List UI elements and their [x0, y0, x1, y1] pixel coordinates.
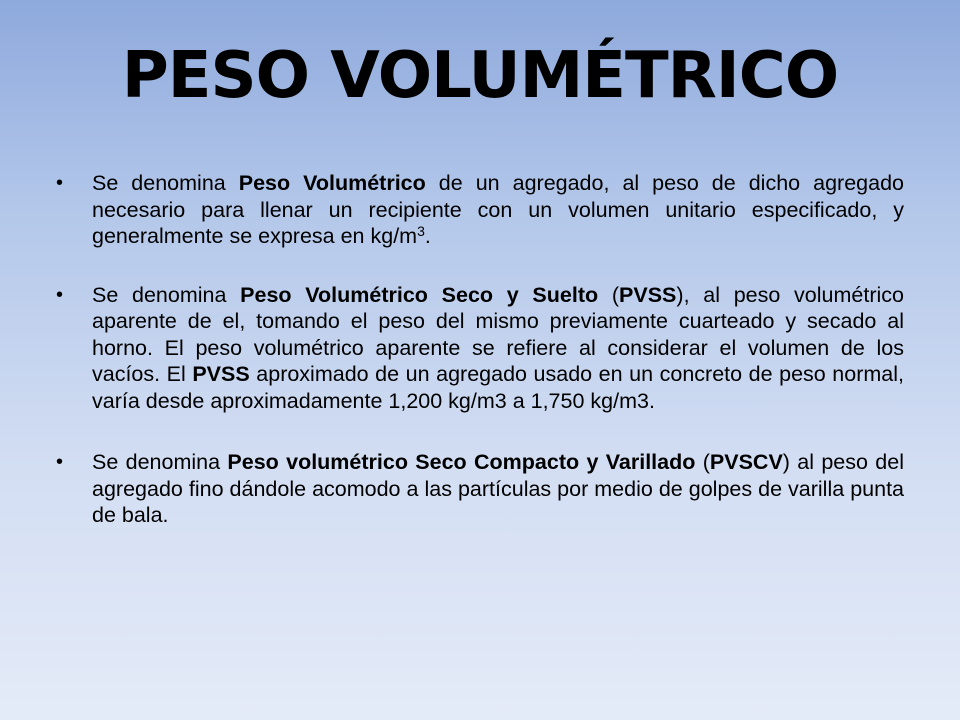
- bullet-list: [56, 170, 904, 529]
- bullet-text: (: [695, 450, 710, 474]
- bullet-text: Se denomina: [92, 282, 241, 307]
- bullet-dot-icon: •: [56, 172, 64, 194]
- bullet-text: ) al peso del agregado fino dándole acomodo a las partículas por medio de golpes de varilla punta de bala.: [92, 450, 904, 527]
- bullet-text: Se denomina: [92, 450, 228, 474]
- bullet-text: Se denomina: [92, 171, 239, 195]
- bullet-acronym: PVSS: [619, 282, 677, 307]
- bullet-text: .: [424, 224, 431, 248]
- bullet-item-pvss: [56, 282, 904, 415]
- bullet-dot-icon: •: [56, 283, 64, 306]
- bullet-term: Peso Volumétrico Seco y Suelto: [240, 282, 599, 307]
- bullet-acronym: PVSS: [192, 362, 250, 386]
- bullet-text: aproximado de un agregado usado en un concreto de peso normal, varía desde aproximadamente 1,200 kg/m3 a 1,750 kg/m3.: [92, 362, 904, 413]
- bullet-text: de un agregado, al peso de dicho agregado necesario para llenar un recipiente con un volumen unitario especificado, y generalmente se expresa en kg/m: [92, 171, 904, 248]
- slide-title: PESO VOLUMÉTRICO: [121, 39, 839, 113]
- superscript-exponent: 3: [417, 223, 425, 239]
- bullet-term: Peso volumétrico Seco Compacto y Varillado: [227, 450, 696, 474]
- bullet-item-peso-volumetrico: [56, 170, 904, 250]
- bullet-dot-icon: •: [56, 451, 64, 473]
- bullet-item-pvscv: [56, 449, 904, 529]
- bullet-text: (: [598, 282, 620, 307]
- bullet-text: ), al peso volumétrico aparente de el, tomando el peso del mismo previamente cuarteado y secado al horno. El peso volumétrico aparente se refiere al considerar el volumen de los vacíos. El: [92, 282, 904, 386]
- bullet-acronym: PVSCV: [709, 450, 783, 474]
- bullet-term: Peso Volumétrico: [238, 171, 426, 195]
